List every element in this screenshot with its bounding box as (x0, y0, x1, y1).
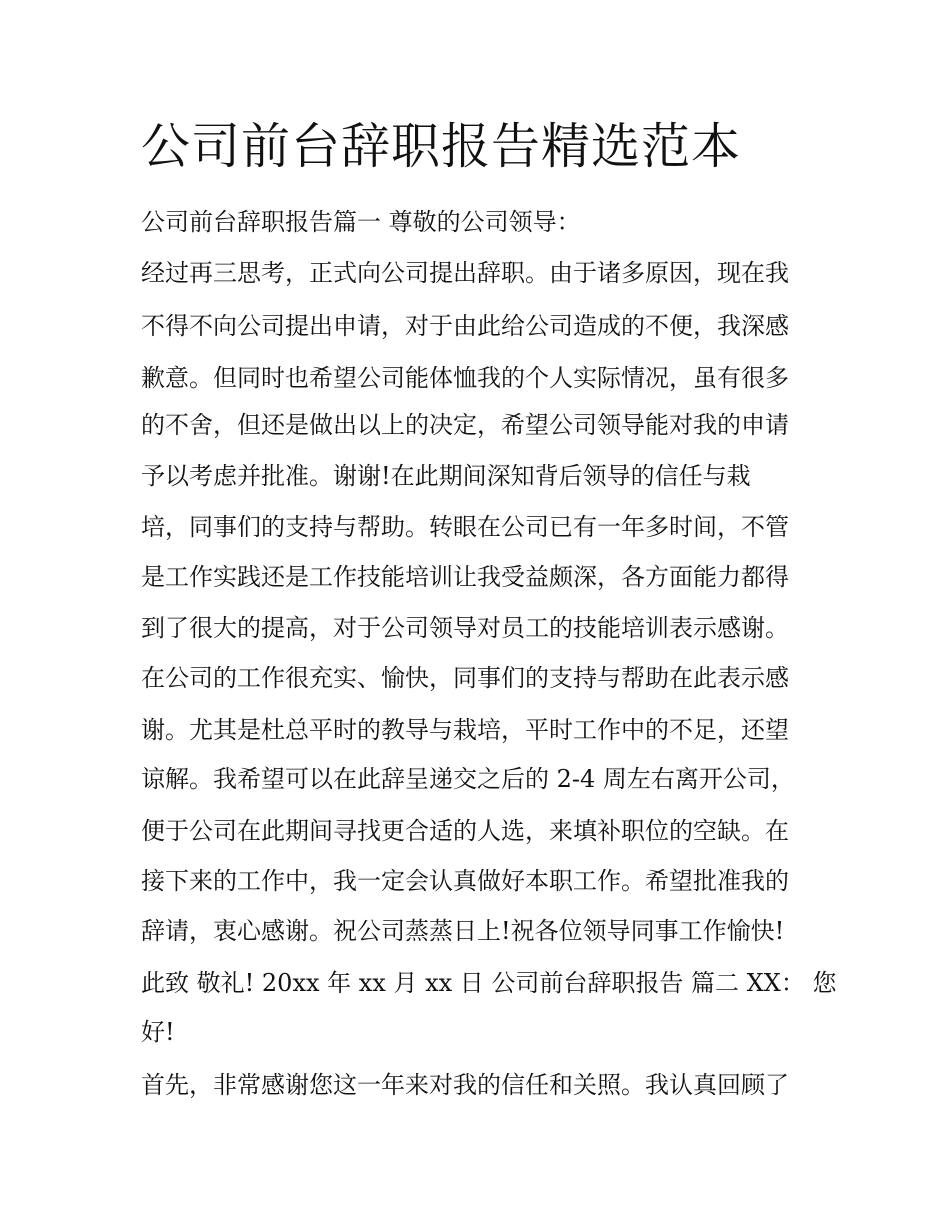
text-line: 予以考虑并批准。谢谢!在此期间深知背后领导的信任与栽 (141, 462, 751, 490)
text-line: 谢。尤其是杜总平时的教导与栽培，平时工作中的不足，还望 (141, 716, 789, 744)
text-line: 培，同事们的支持与帮助。转眼在公司已有一年多时间，不管 (141, 513, 789, 541)
text-line: 此致 敬礼! 20xx 年 xx 月 xx 日 公司前台辞职报告 篇二 XX： 您 (141, 969, 837, 997)
text-line: 是工作实践还是工作技能培训让我受益颇深，各方面能力都得 (141, 563, 789, 591)
text-line: 经过再三思考，正式向公司提出辞职。由于诸多原因，现在我 (141, 259, 789, 287)
text-line: 首先，非常感谢您这一年来对我的信任和关照。我认真回顾了 (141, 1071, 789, 1099)
text-line: 不得不向公司提出申请，对于由此给公司造成的不便，我深感 (141, 312, 789, 340)
text-line: 到了很大的提高，对于公司领导对员工的技能培训表示感谢。 (141, 614, 789, 642)
text-line: 公司前台辞职报告篇一 尊敬的公司领导： (141, 208, 581, 236)
text-line: 歉意。但同时也希望公司能体恤我的个人实际情况，虽有很多 (141, 364, 789, 392)
text-line: 谅解。我希望可以在此辞呈递交之后的 2-4 周左右离开公司， (141, 765, 795, 793)
document-title: 公司前台辞职报告精选范本 (141, 118, 742, 175)
text-line: 的不舍，但还是做出以上的决定，希望公司领导能对我的申请 (141, 411, 789, 439)
text-line: 辞请，衷心感谢。祝公司蒸蒸日上!祝各位领导同事工作愉快! (141, 917, 785, 945)
text-line: 在公司的工作很充实、愉快，同事们的支持与帮助在此表示感 (141, 664, 789, 692)
text-line: 便于公司在此期间寻找更合适的人选，来填补职位的空缺。在 (141, 817, 789, 845)
text-line: 好! (141, 1018, 175, 1046)
text-line: 接下来的工作中，我一定会认真做好本职工作。希望批准我的 (141, 867, 789, 895)
